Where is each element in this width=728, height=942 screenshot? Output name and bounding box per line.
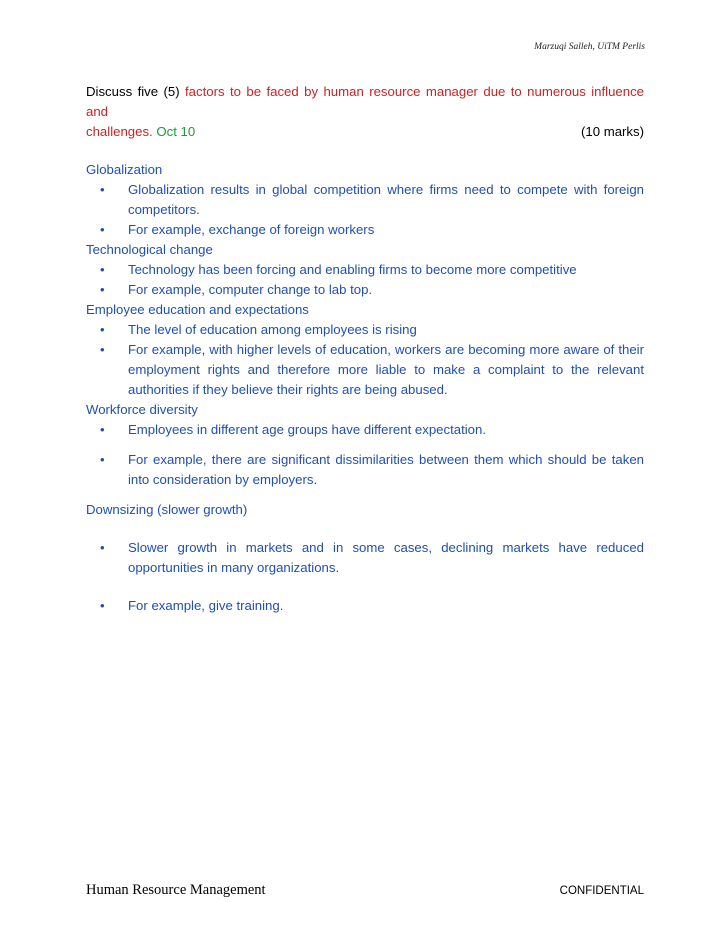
list-item: • For example, computer change to lab top. [86, 280, 644, 300]
section-title: Downsizing (slower growth) [86, 502, 248, 517]
section-employee-education [86, 300, 644, 400]
section-title: Technological change [86, 242, 213, 257]
question-marks: (10 marks) [580, 124, 644, 139]
bullet-icon: • [100, 422, 105, 437]
list-item: • The level of education among employees is rising [86, 320, 644, 340]
bullet-icon: • [100, 262, 105, 277]
list-item: • Technology has been forcing and enabling firms to become more competitive [86, 260, 644, 280]
footer-course-title: Human Resource Management [86, 882, 266, 898]
bullet-icon: • [100, 342, 105, 357]
list-item: • Employees in different age groups have different expectation. [86, 420, 644, 440]
bullet-icon: • [100, 222, 105, 237]
section-title: Employee education and expectations [86, 302, 309, 317]
question-prefix: Discuss five (5) [86, 84, 186, 99]
list-item: • For example, exchange of foreign workers [86, 220, 644, 240]
section-workforce-diversity [86, 400, 644, 490]
document-body [86, 82, 644, 616]
section-title: Globalization [86, 162, 163, 177]
list-item: • For example, give training. [86, 596, 644, 616]
section-technological-change [86, 240, 644, 300]
list-item: • Slower growth in markets and in some cases, declining markets have reduced opportunities in many organizations. [100, 540, 644, 575]
list-item: • For example, with higher levels of education, workers are becoming more aware of their employment rights and therefore more liable to make a complaint to the relevant authorities if they believe their rights are being abused. [100, 342, 644, 397]
question-red-text-2: challenges. [86, 124, 153, 139]
bullet-icon: • [100, 452, 105, 467]
bullet-icon: • [100, 598, 105, 613]
section-title: Workforce diversity [86, 402, 198, 417]
section-downsizing [86, 500, 644, 616]
bullet-icon: • [100, 182, 105, 197]
bullet-icon: • [100, 540, 105, 555]
question-date: Oct 10 [152, 124, 196, 139]
bullet-icon: • [100, 282, 105, 297]
question [86, 82, 644, 142]
footer-confidential: CONFIDENTIAL [559, 885, 644, 897]
bullet-icon: • [100, 322, 105, 337]
page-header: Marzuqi Salleh, UiTM Perlis [534, 42, 645, 52]
section-globalization [86, 160, 644, 240]
page-footer [86, 882, 644, 899]
list-item: • For example, there are significant dissimilarities between them which should be taken into consideration by employers. [100, 452, 644, 487]
question-red-text: factors to be faced by human resource manager due to numerous influence and [86, 84, 644, 119]
list-item: • Globalization results in global competition where firms need to compete with foreign competitors. [100, 182, 644, 217]
